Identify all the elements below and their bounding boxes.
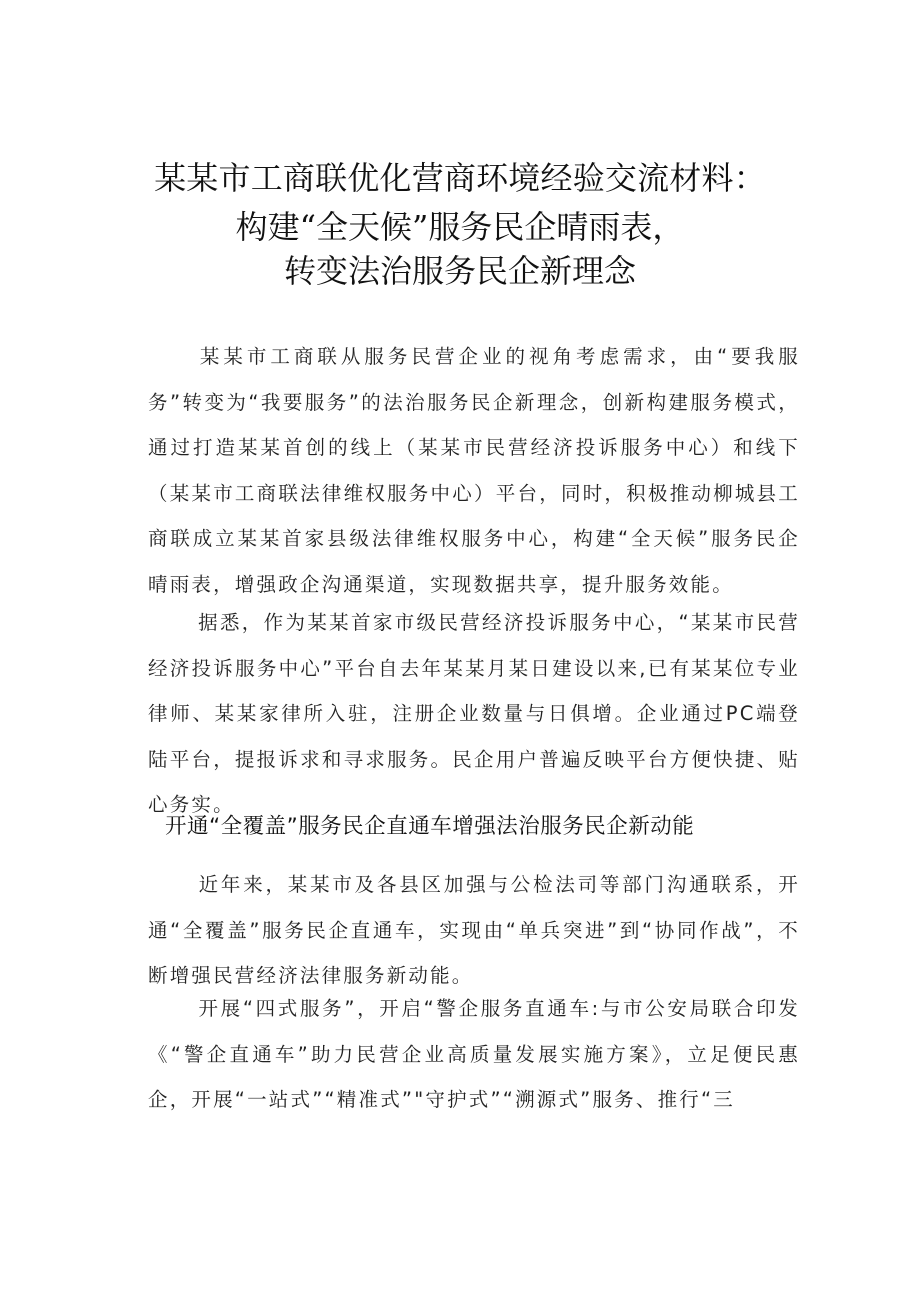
body-paragraph-2 [148, 600, 800, 828]
document-title-line-2: 构建“全天候”服务民企晴雨表， [235, 208, 685, 246]
section-paragraph-1-text: 近年来，某某市及各县区加强与公检法司等部门沟通联系，开通“全覆盖”服务民企直通车，实现由“单兵突进”到“协同作战”，不断增强民营经济法律服务新动能。 [148, 873, 800, 987]
section-heading: 开通“全覆盖”服务民企直通车增强法治服务民企新动能 [165, 814, 695, 839]
section-paragraph-1 [148, 862, 800, 999]
body-paragraph-2-text: 据悉，作为某某首家市级民营经济投诉服务中心，“某某市民营经济投诉服务中心”平台自去年某某月某日建设以来,已有某某位专业律师、某某家律所入驻，注册企业数量与日俱增。企业通过PC端登陆平台，提报诉求和寻求服务。民企用户普遍反映平台方便快捷、贴心务实。 [148, 611, 800, 816]
document-title-line-1: 某某市工商联优化营商环境经验交流材料： [154, 159, 766, 197]
document-title-line-3: 转变法治服务民企新理念 [283, 252, 636, 290]
body-paragraph-1 [148, 334, 800, 607]
body-paragraph-1-text: 某某市工商联从服务民营企业的视角考虑需求，由“要我服务”转变为“我要服务”的法治服务民企新理念，创新构建服务模式，通过打造某某首创的线上（某某市民营经济投诉服务中心）和线下（某某市工商联法律维权服务中心）平台，同时，积极推动柳城县工商联成立某某首家县级法律维权服务中心，构建“全天候”服务民企晴雨表，增强政企沟通渠道，实现数据共享，提升服务效能。 [148, 345, 800, 596]
section-paragraph-2 [148, 986, 800, 1123]
section-paragraph-2-text: 开展“四式服务”，开启“警企服务直通车:与市公安局联合印发《“警企直通车”助力民营企业高质量发展实施方案》，立足便民惠企，开展“一站式”“精准式”"守护式”“溯源式”服务、推行“三 [148, 997, 800, 1111]
